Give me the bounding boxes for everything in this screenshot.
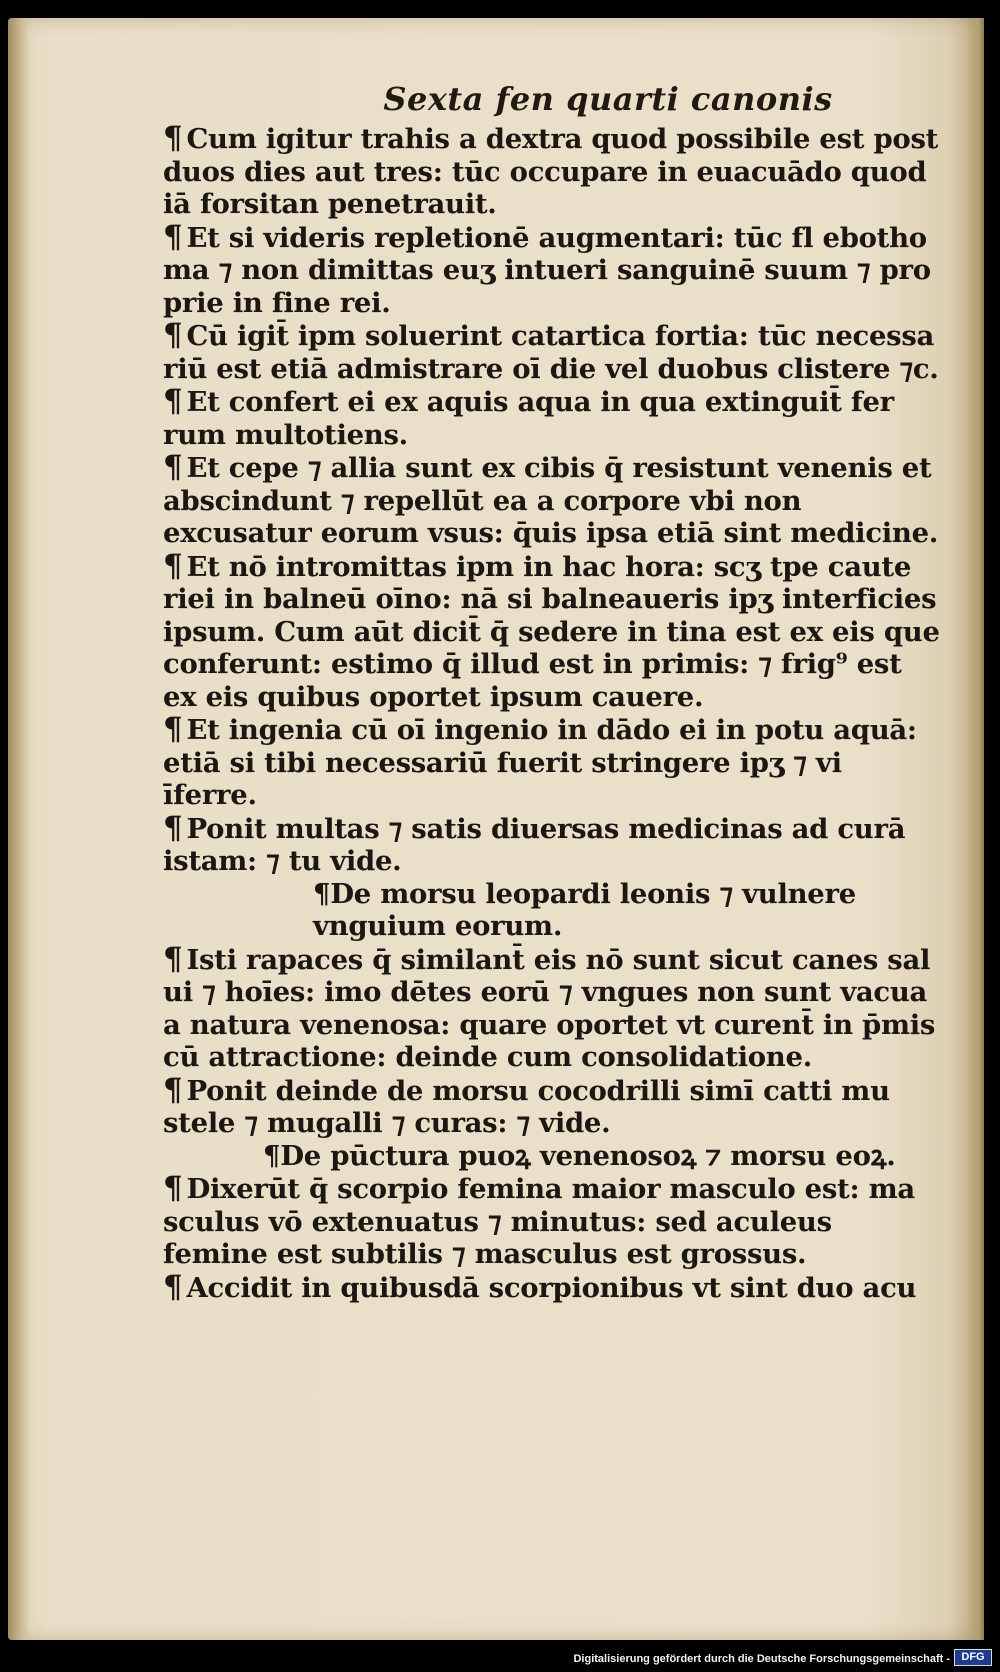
- paragraph-mark: ¶: [163, 449, 183, 485]
- paragraph-text: Et confert ei ex aquis aqua in qua extinguit̄ fer rum multotiens.: [163, 386, 904, 451]
- footer-bar: [0, 1644, 1000, 1672]
- paragraph-mark: ¶: [163, 383, 183, 419]
- paragraph-mark: ¶: [163, 547, 183, 584]
- paragraph-text: Accidit in quibusdā scorpionibus vt sint duo acu: [186, 1271, 917, 1304]
- paragraph-mark: ¶: [163, 711, 183, 747]
- paragraph-mark: ¶: [313, 877, 331, 910]
- paragraph: [163, 1071, 943, 1140]
- paragraph: [163, 809, 943, 878]
- paragraph-text: Cum igitur trahis a dextra quod possibile est post duos dies aut tres: tūc occupare in euacuādo quod iā forsitan penetrauit.: [163, 123, 948, 220]
- paragraph-mark: ¶: [163, 940, 183, 977]
- paragraph-mark: ¶: [163, 317, 183, 353]
- paragraph-mark: ¶: [163, 218, 183, 255]
- paragraph-text: Et si videris repletionē augmentari: tūc fl ebotho ma ⁊ non dimittas euʒ intueri sanguinē suum ⁊ pro prie in fine rei.: [163, 221, 941, 319]
- paragraph: [163, 451, 943, 550]
- paragraph: [163, 713, 943, 812]
- text-block: [163, 80, 949, 1305]
- paragraph: [163, 1172, 943, 1271]
- paragraph: [163, 120, 948, 221]
- paragraph-text: Dixerūt q̄ scorpio femina maior masculo est: ma sculus vō extenuatus ⁊ minutus: sed aculeus femine est subtilis ⁊ masculus est grossus.: [163, 1173, 925, 1270]
- paragraph-text: Et ingenia cū oī ingenio in dādo ei in potu aquā: etiā si tibi necessariū fuerit stringere ipʒ ⁊ vi īferre.: [163, 714, 927, 811]
- paragraph-mark: ¶: [163, 1268, 183, 1305]
- paragraph-text: Et nō intromittas ipm in hac hora: scʒ tpe caute riei in balneū oīno: nā si balneaueris ipʒ interficies ipsum. Cum aūt dicit̄ q̄ sedere in tina est ex eis que conferunt: estimo q̄ illud est in primis: ⁊ frig⁹ est ex eis quibus oportet ipsum cauere.: [163, 550, 949, 713]
- paragraph-mark: ¶: [163, 1071, 183, 1108]
- paragraph: [163, 547, 949, 714]
- paragraph: [163, 319, 943, 385]
- section-heading-text: De morsu leopardi leonis ⁊ vulnere vnguium eorum.: [313, 877, 866, 942]
- paragraph-mark: ¶: [163, 120, 183, 156]
- paragraph: [163, 940, 945, 1074]
- paragraph-text: Isti rapaces q̄ similant̄ eis nō sunt sicut canes sal ui ⁊ hoīes: imo dētes eorū ⁊ vngues non sunt vacua a natura venenosa: quare oportet vt curent̄ in p̄mis cū attractione: deinde cum consolidatione.: [163, 943, 945, 1073]
- paragraph-text: Ponit multas ⁊ satis diuersas medicinas ad curā istam: ⁊ tu vide.: [163, 812, 915, 877]
- section-heading: [163, 1140, 943, 1173]
- section-heading-text: De pūctura puoꝝ venenosoꝝ ⁊ morsu eoꝝ.: [280, 1139, 896, 1172]
- paragraph: [163, 385, 943, 451]
- paragraph-text: Ponit deinde de morsu cocodrilli simī catti mu stele ⁊ mugalli ⁊ curas: ⁊ vide.: [163, 1074, 900, 1139]
- paragraph-text: Et cepe ⁊ allia sunt ex cibis q̄ resistunt venenis et abscindunt ⁊ repellūt ea a corpore vbi non excusatur eorum vsus: q̄uis ipsa etiā sint medicine.: [163, 452, 941, 549]
- funding-credit: Digitalisierung gefördert durch die Deutsche Forschungsgemeinschaft -: [573, 1653, 950, 1665]
- paragraph-mark: ¶: [263, 1139, 281, 1172]
- paragraph: [163, 218, 943, 320]
- paragraph: [163, 1268, 943, 1305]
- paragraph-text: Cū igit̄ ipm soluerint catartica fortia: tūc necessa riū est etiā admistrare oī die vel duobus clistere ⁊c.: [163, 320, 944, 385]
- section-heading: [163, 878, 943, 943]
- page-outer-edge: [966, 18, 984, 1640]
- book-page: [8, 18, 984, 1640]
- running-head: Sexta fen quarti canonis: [383, 80, 833, 118]
- paragraph-mark: ¶: [163, 809, 183, 846]
- page-spine-edge: [8, 18, 30, 1640]
- dfg-logo: DFG: [954, 1649, 992, 1666]
- paragraph-mark: ¶: [163, 1170, 183, 1206]
